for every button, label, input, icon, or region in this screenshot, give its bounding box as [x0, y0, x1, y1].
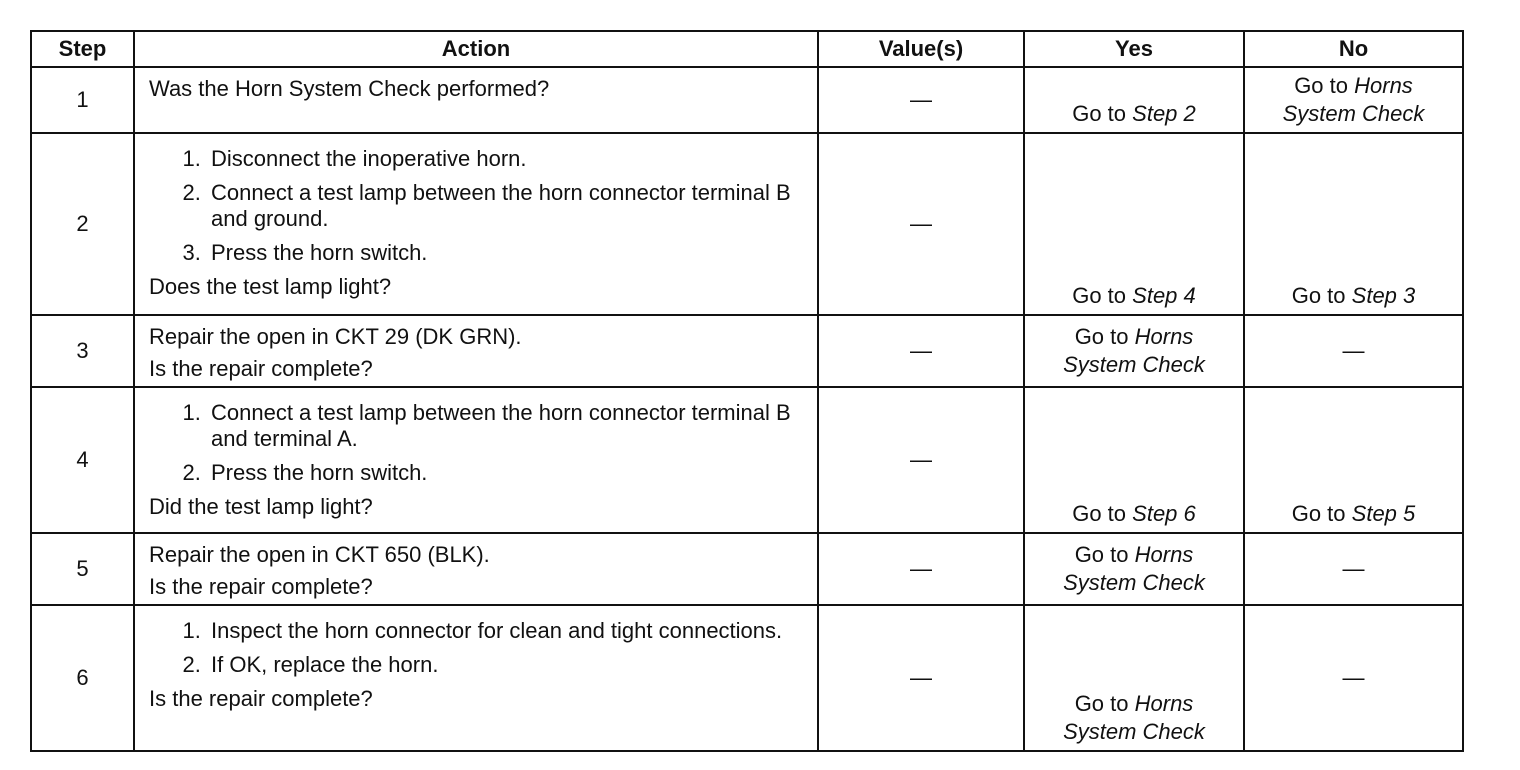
yes-outcome: Go to Step 4 [1072, 283, 1196, 308]
action-line: Repair the open in CKT 29 (DK GRN). [149, 324, 522, 349]
action-cell [134, 605, 818, 751]
yes-cell [1024, 133, 1244, 315]
table-row [31, 533, 1463, 605]
action-step-item: 1. Inspect the horn connector for clean and tight connections. [207, 618, 807, 644]
header-action: Action [134, 31, 818, 67]
table-row [31, 67, 1463, 133]
step-number: 6 [31, 605, 134, 751]
value-cell: — [818, 605, 1024, 751]
yes-cell [1024, 387, 1244, 533]
action-cell [134, 533, 818, 605]
step-number: 5 [31, 533, 134, 605]
value-cell: — [818, 67, 1024, 133]
value-cell: — [818, 533, 1024, 605]
action-cell [134, 315, 818, 387]
action-step-item: 2. If OK, replace the horn. [207, 652, 807, 678]
action-question: Was the Horn System Check performed? [149, 76, 550, 101]
header-no: No [1244, 31, 1463, 67]
action-steps [149, 618, 807, 678]
yes-cell [1024, 533, 1244, 605]
action-cell [134, 387, 818, 533]
no-cell [1244, 67, 1463, 133]
step-number: 2 [31, 133, 134, 315]
yes-cell [1024, 605, 1244, 751]
step-number: 1 [31, 67, 134, 133]
no-outcome: Go to Step 3 [1291, 283, 1416, 308]
action-step-item: 1. Connect a test lamp between the horn connector terminal B and terminal A. [207, 400, 807, 452]
value-cell: — [818, 315, 1024, 387]
action-step-item: 2. Press the horn switch. [207, 460, 807, 486]
step-number: 3 [31, 315, 134, 387]
yes-outcome: Go to Horns System Check [1063, 691, 1205, 744]
table-row [31, 605, 1463, 751]
action-step-item: 3. Press the horn switch. [207, 240, 807, 266]
table-row [31, 133, 1463, 315]
no-cell [1244, 387, 1463, 533]
table-row [31, 387, 1463, 533]
action-step-item: 2. Connect a test lamp between the horn connector terminal B and ground. [207, 180, 807, 232]
step-number: 4 [31, 387, 134, 533]
table-row [31, 315, 1463, 387]
action-question: Is the repair complete? [149, 686, 373, 711]
action-cell [134, 133, 818, 315]
header-row [31, 31, 1463, 67]
action-question: Did the test lamp light? [149, 494, 373, 519]
header-yes: Yes [1024, 31, 1244, 67]
yes-outcome: Go to Horns System Check [1063, 324, 1205, 377]
action-line: Repair the open in CKT 650 (BLK). [149, 542, 490, 567]
header-step: Step [31, 31, 134, 67]
action-steps [149, 146, 807, 266]
header-values: Value(s) [818, 31, 1024, 67]
yes-outcome: Go to Horns System Check [1063, 542, 1205, 595]
no-cell: — [1244, 605, 1463, 751]
action-cell [134, 67, 818, 133]
yes-cell [1024, 67, 1244, 133]
action-question: Is the repair complete? [149, 356, 373, 381]
action-question: Is the repair complete? [149, 574, 373, 599]
yes-cell [1024, 315, 1244, 387]
action-question: Does the test lamp light? [149, 274, 392, 299]
no-outcome: Go to Horns System Check [1282, 73, 1425, 126]
value-cell: — [818, 387, 1024, 533]
diagnostic-table [30, 30, 1464, 752]
action-step-item: 1. Disconnect the inoperative horn. [207, 146, 807, 172]
no-cell: — [1244, 533, 1463, 605]
no-cell [1244, 133, 1463, 315]
yes-outcome: Go to Step 2 [1072, 101, 1196, 126]
action-steps [149, 400, 807, 486]
no-cell: — [1244, 315, 1463, 387]
no-outcome: Go to Step 5 [1291, 501, 1416, 526]
yes-outcome: Go to Step 6 [1072, 501, 1196, 526]
value-cell: — [818, 133, 1024, 315]
